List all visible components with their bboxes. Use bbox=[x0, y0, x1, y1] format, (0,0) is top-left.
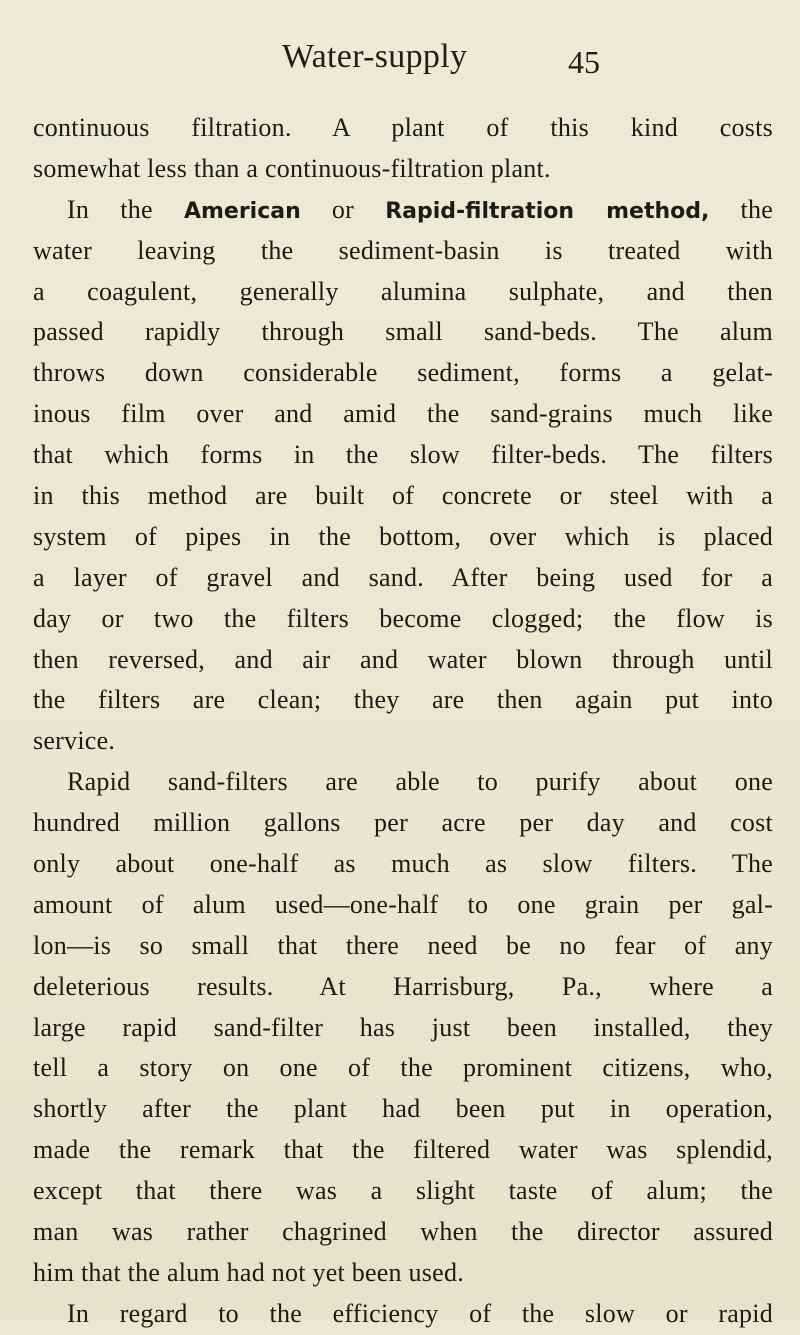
text-line: only about one-half as much as slow filters. The bbox=[33, 849, 773, 879]
text-line: somewhat less than a continuous-filtration plant. bbox=[33, 153, 551, 183]
text-line: continuous filtration. A plant of this kind costs bbox=[33, 113, 773, 142]
text-line: made the remark that the filtered water was splendid, bbox=[33, 1135, 773, 1165]
text-line: except that there was a slight taste of alum; the bbox=[33, 1176, 773, 1206]
text-line: system of pipes in the bottom, over which is placed bbox=[33, 521, 773, 551]
text-line: a coagulent, generally alumina sulphate, and then bbox=[33, 276, 773, 306]
text-line: water leaving the sediment-basin is treated with bbox=[33, 235, 773, 265]
text-line: deleterious results. At Harrisburg, Pa., where a bbox=[33, 971, 773, 1001]
text-line: the filters are clean; they are then again put into bbox=[33, 685, 773, 715]
body-text bbox=[33, 108, 773, 1335]
text-line: service. bbox=[33, 726, 116, 756]
text-line: In regard to the efficiency of the slow or rapid bbox=[67, 1298, 773, 1328]
text-line: hundred million gallons per acre per day and cost bbox=[33, 808, 773, 838]
text-run: In the bbox=[67, 194, 184, 224]
text-line: throws down considerable sediment, forms a gelat- bbox=[33, 358, 773, 388]
text-line: passed rapidly through small sand-beds. The alum bbox=[33, 317, 773, 347]
text-line: Rapid sand-filters are able to purify about one bbox=[67, 767, 773, 797]
text-line bbox=[33, 190, 773, 231]
text-line: day or two the filters become clogged; the flow is bbox=[33, 603, 773, 633]
text-line: lon—is so small that there need be no fear of any bbox=[33, 930, 773, 960]
text-line: a layer of gravel and sand. After being used for a bbox=[33, 562, 773, 592]
text-line: him that the alum had not yet been used. bbox=[33, 1257, 464, 1287]
text-run: the bbox=[709, 194, 773, 224]
page-number: 45 bbox=[568, 44, 600, 80]
text-line: tell a story on one of the prominent citizens, who, bbox=[33, 1053, 773, 1083]
page-header bbox=[0, 38, 800, 98]
running-title: Water-supply bbox=[282, 38, 468, 75]
emphasis-rapid-filtration: Rapid-filtration method, bbox=[385, 198, 710, 224]
text-line: amount of alum used—one-half to one grain per gal- bbox=[33, 889, 773, 919]
text-line: inous film over and amid the sand-grains much like bbox=[33, 399, 773, 429]
text-line: in this method are built of concrete or steel with a bbox=[33, 481, 773, 511]
text-line: then reversed, and air and water blown through until bbox=[33, 644, 773, 674]
text-line: large rapid sand-filter has just been installed, they bbox=[33, 1012, 773, 1042]
text-line: that which forms in the slow filter-beds. The filters bbox=[33, 440, 773, 470]
emphasis-american: American bbox=[183, 198, 301, 224]
text-line: shortly after the plant had been put in operation, bbox=[33, 1094, 773, 1124]
text-run: or bbox=[300, 194, 386, 224]
text-line: man was rather chagrined when the director assured bbox=[33, 1217, 773, 1247]
